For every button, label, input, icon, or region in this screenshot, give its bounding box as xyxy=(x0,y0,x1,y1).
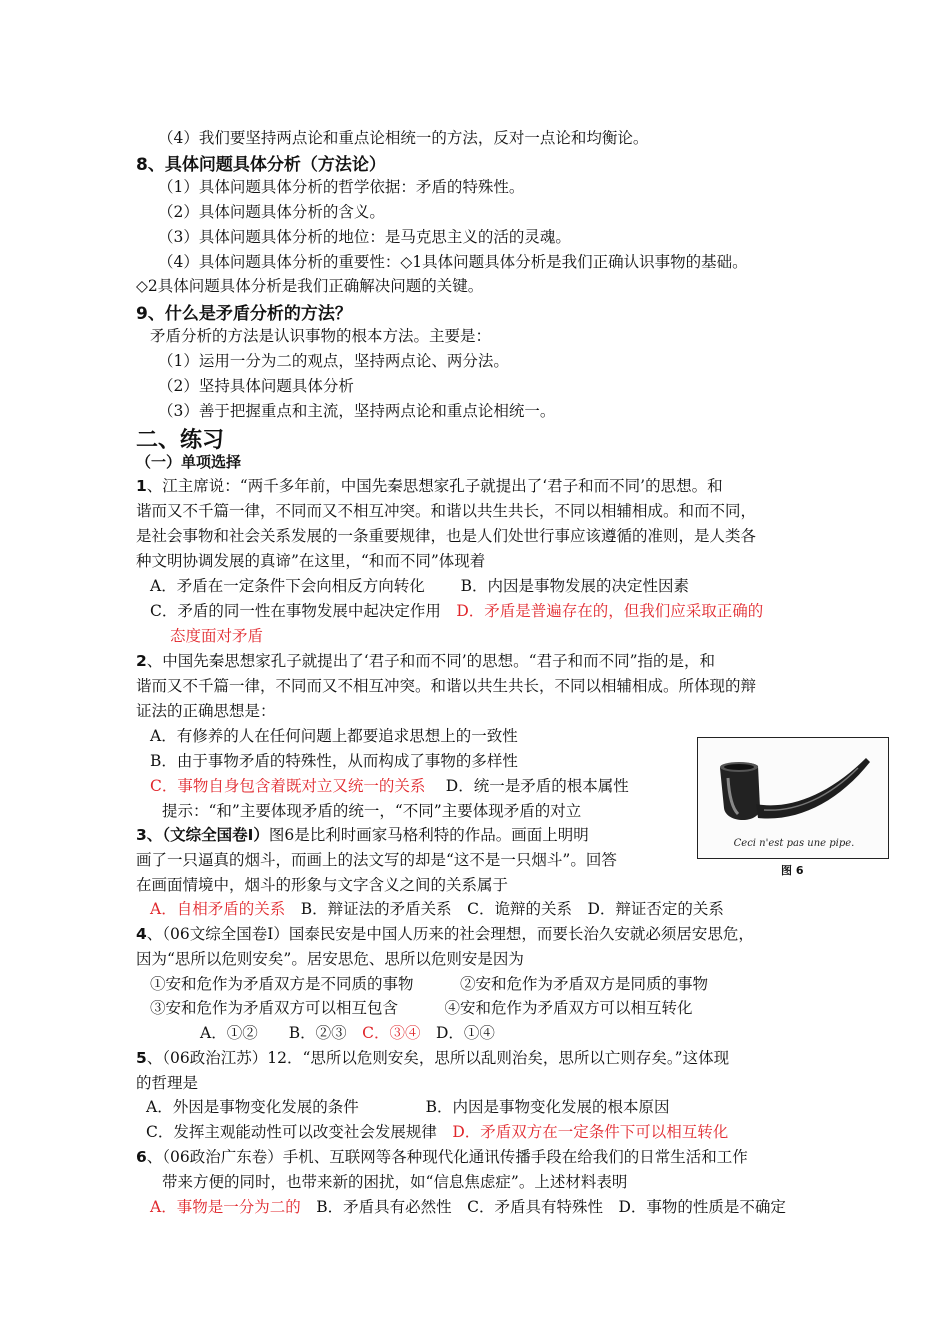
answer-highlight: 态度面对矛盾 xyxy=(170,627,264,645)
painting-frame xyxy=(697,737,889,859)
text-segment: 、（06政治广东卷）手机、互联网等各种现代化通讯传播手段在给我们的日常生活和工作 xyxy=(146,1148,748,1166)
question-4-line xyxy=(200,1022,495,1044)
text-line: （1）具体问题具体分析的哲学依据：矛盾的特殊性。 xyxy=(158,178,525,196)
answer-highlight: D．矛盾双方在一定条件下可以相互转化 xyxy=(452,1123,729,1141)
answer-highlight: A．事物是一分为二的 xyxy=(150,1198,301,1216)
text-line: （2）具体问题具体分析的含义。 xyxy=(158,203,385,221)
question-2-line xyxy=(136,675,756,697)
question-1-line xyxy=(136,475,723,497)
text-segment: 2 xyxy=(136,652,147,670)
question-3-line xyxy=(136,874,508,896)
text-segment: 6 xyxy=(136,1148,147,1166)
question-4-line xyxy=(150,997,693,1019)
section-heading: 二、练习 xyxy=(136,428,225,453)
question-2-line xyxy=(150,725,518,747)
answer-highlight: D．矛盾是普遍存在的，但我们应采取正确的 xyxy=(456,602,764,620)
text-segment: 、 xyxy=(146,826,163,844)
text-line: （4）我们要坚持两点论和重点论相统一的方法，反对一点论和均衡论。 xyxy=(158,129,649,147)
text-line: （4）具体问题具体分析的重要性：◇1具体问题具体分析是我们正确认识事物的基础。 xyxy=(158,253,748,271)
text-segment: A．外因是事物变化发展的条件 B．内因是事物变化发展的根本原因 xyxy=(146,1098,670,1116)
question-6-line xyxy=(150,1196,786,1218)
section-heading: 9、什么是矛盾分析的方法？ xyxy=(136,304,352,324)
text-segment: B．由于事物矛盾的特殊性，从而构成了事物的多样性 xyxy=(150,752,518,770)
text-segment: 证法的正确思想是： xyxy=(136,702,276,720)
question-2-line xyxy=(150,775,629,797)
question-1-line xyxy=(136,500,756,522)
text-segment: 带来方便的同时，也带来新的困扰，如“信息焦虑症”。上述材料表明 xyxy=(162,1173,628,1191)
question-4-line xyxy=(150,973,708,995)
question-5-line xyxy=(136,1072,198,1094)
question-2-line xyxy=(162,800,581,822)
text-segment: 在画面情境中，烟斗的形象与文字含义之间的关系属于 xyxy=(136,876,509,894)
question-5-line xyxy=(146,1121,728,1143)
question-6-line xyxy=(136,1146,748,1168)
text-segment: D．①④ xyxy=(420,1024,495,1042)
text-segment: 4 xyxy=(136,925,147,943)
text-segment: D．统一是矛盾的根本属性 xyxy=(425,777,629,795)
text-segment: ①安和危作为矛盾双方是不同质的事物 ②安和危作为矛盾双方是同质的事物 xyxy=(150,975,709,993)
text-segment: 5 xyxy=(136,1049,147,1067)
question-2-line xyxy=(136,700,276,722)
text-segment: 谐而又不千篇一律，不同而又不相互冲突。和谐以共生共长，不同以相辅相成。和而不同， xyxy=(136,502,757,520)
text-segment: 谐而又不千篇一律，不同而又不相互冲突。和谐以共生共长，不同以相辅相成。所体现的辩 xyxy=(136,677,757,695)
text-segment: 的哲理是 xyxy=(136,1074,199,1092)
text-segment: A．有修养的人在任何问题上都要追求思想上的一致性 xyxy=(150,727,518,745)
figure-magritte-pipe xyxy=(697,737,889,877)
text-segment: ③安和危作为矛盾双方可以相互包含 ④安和危作为矛盾双方可以相互转化 xyxy=(150,999,693,1017)
question-3-line xyxy=(136,849,617,871)
section-heading: （一）单项选择 xyxy=(136,453,242,471)
section-heading: 8、具体问题具体分析（方法论） xyxy=(136,155,386,175)
text-segment: 画了一只逼真的烟斗，而画上的法文写的却是“这不是一只烟斗”。回答 xyxy=(136,851,617,869)
question-1-line xyxy=(170,625,263,647)
text-segment: 提示：“和”主要体现矛盾的统一，“不同”主要体现矛盾的对立 xyxy=(162,802,582,820)
text-segment: 因为“思所以危则安矣”。居安思危、思所以危则安是因为 xyxy=(136,950,524,968)
question-2-line xyxy=(136,650,715,672)
figure-label: 图 6 xyxy=(781,864,804,877)
text-segment: C．发挥主观能动性可以改变社会发展规律 xyxy=(146,1123,453,1141)
question-6-line xyxy=(162,1171,627,1193)
text-segment: 是社会事物和社会关系发展的一条重要规律，也是人们处世行事应该遵循的准则，是人类各 xyxy=(136,527,757,545)
question-1-line xyxy=(150,600,763,622)
text-line: ◇2具体问题具体分析是我们正确解决问题的关键。 xyxy=(136,277,484,295)
question-1-line xyxy=(136,525,756,547)
text-segment: 、（06政治江苏）12．“思所以危则安矣，思所以乱则治矣，思所以亡则存矣。”这体现 xyxy=(146,1049,730,1067)
question-5-line xyxy=(136,1047,729,1069)
text-segment: 、中国先秦思想家孔子就提出了‘君子和而不同’的思想。“君子和而不同”指的是，和 xyxy=(146,652,716,670)
text-line: 矛盾分析的方法是认识事物的根本方法。主要是： xyxy=(150,327,492,345)
question-5-line xyxy=(146,1096,670,1118)
question-1-line xyxy=(136,550,485,572)
answer-highlight: C．③④ xyxy=(362,1024,421,1042)
text-segment: 种文明协调发展的真谛”在这里，“和而不同”体现着 xyxy=(136,552,486,570)
question-4-line xyxy=(136,923,754,945)
text-segment: A．矛盾在一定条件下会向相反方向转化 B．内因是事物发展的决定性因素 xyxy=(150,577,690,595)
text-segment: C．矛盾的同一性在事物发展中起决定作用 xyxy=(150,602,457,620)
question-3-line xyxy=(150,898,724,920)
text-line: （3）善于把握重点和主流，坚持两点论和重点论相统一。 xyxy=(158,402,556,420)
text-segment: 、（06文综全国卷Ⅰ）国泰民安是中国人历来的社会理想，而要长治久安就必须居安思危， xyxy=(146,925,754,943)
question-4-line xyxy=(136,948,524,970)
question-2-line xyxy=(150,750,518,772)
text-line: （3）具体问题具体分析的地位：是马克思主义的活的灵魂。 xyxy=(158,228,571,246)
text-line: （2）坚持具体问题具体分析 xyxy=(158,377,354,395)
text-segment: B．辩证法的矛盾关系 C．诡辩的关系 D．辩证否定的关系 xyxy=(285,900,724,918)
text-segment: 、江主席说：“两千多年前，中国先秦思想家孔子就提出了‘君子和而不同’的思想。和 xyxy=(146,477,723,495)
text-segment: 1 xyxy=(136,477,147,495)
answer-highlight: C．事物自身包含着既对立又统一的关系 xyxy=(150,777,426,795)
pipe-icon xyxy=(698,738,887,838)
text-segment: A．①② B．②③ xyxy=(200,1024,363,1042)
question-3-line xyxy=(136,824,589,846)
answer-highlight: A．自相矛盾的关系 xyxy=(150,900,286,918)
text-line: （1）运用一分为二的观点，坚持两点论、两分法。 xyxy=(158,352,509,370)
question-1-line xyxy=(150,575,689,597)
text-segment: （文综全国卷Ⅰ） xyxy=(162,826,269,844)
painting-caption: Ceci n'est pas une pipe. xyxy=(733,838,855,849)
text-segment: 图6是比利时画家马格利特的作品。画面上明明 xyxy=(268,826,589,844)
text-segment: B．矛盾具有必然性 C．矛盾具有特殊性 D．事物的性质是不确定 xyxy=(300,1198,786,1216)
text-segment: 3 xyxy=(136,826,147,844)
